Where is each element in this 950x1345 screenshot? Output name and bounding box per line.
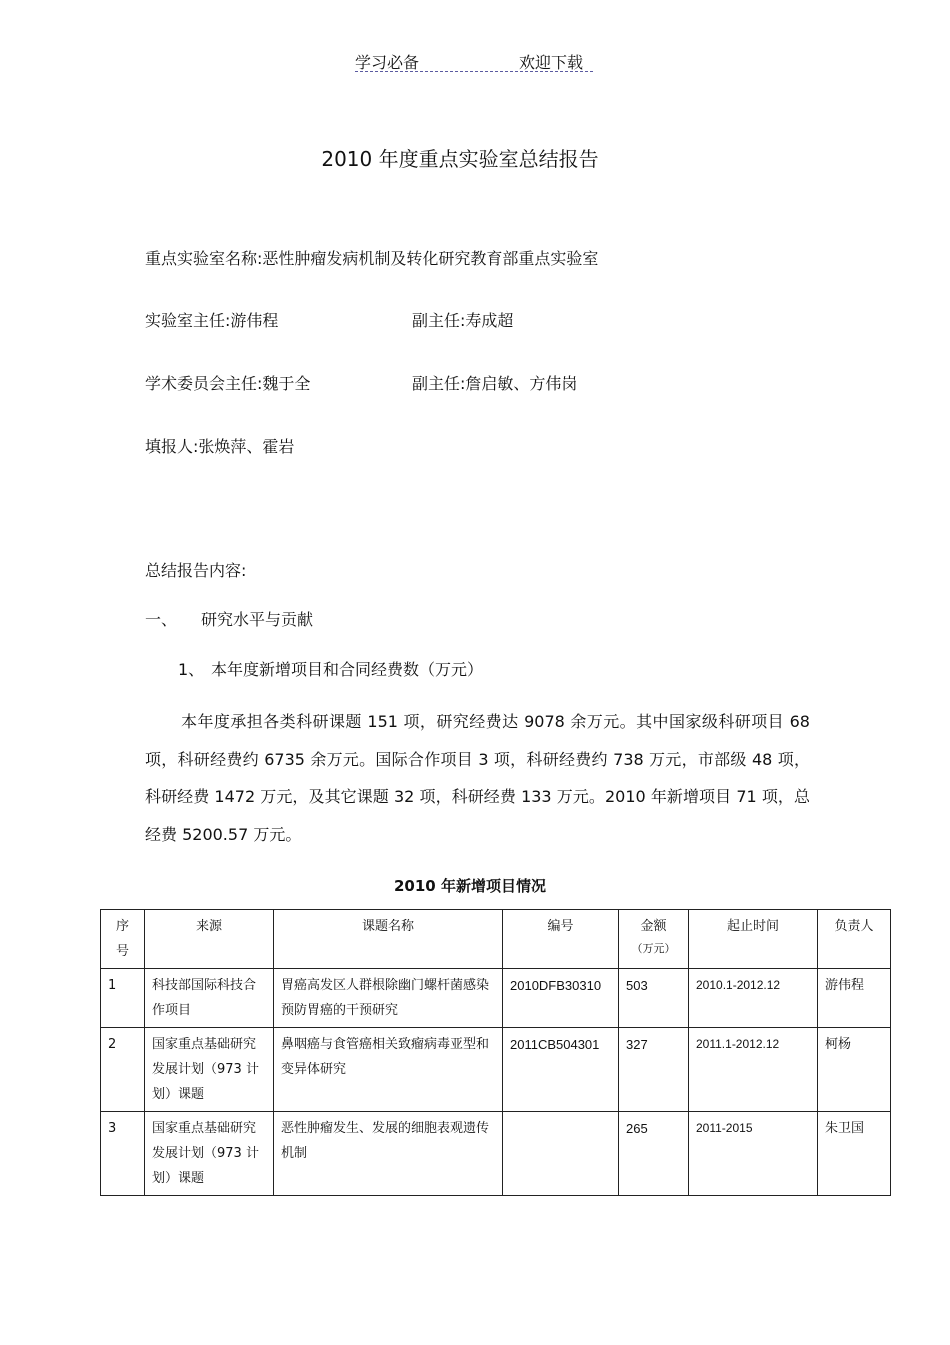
committee-deputy-label: 副主任:	[412, 374, 466, 393]
heading-2: 本年度新增项目和合同经费数（万元）	[211, 660, 484, 679]
deputy-row	[412, 308, 513, 331]
director-value: 游伟程	[230, 311, 279, 330]
reporter-value: 张焕萍、霍岩	[198, 437, 295, 456]
header-left-text: 学习必备	[355, 53, 420, 72]
document-title: 2010 年度重点实验室总结报告	[321, 147, 599, 171]
cell-code	[503, 1112, 619, 1196]
cell-topic: 鼻咽癌与食管癌相关致瘤病毒亚型和变异体研究	[274, 1028, 503, 1112]
heading-2-number: 1、	[178, 660, 205, 679]
cell-leader: 朱卫国	[818, 1112, 891, 1196]
cell-period: 2011-2015	[689, 1112, 818, 1196]
header-right-text: 欢迎下载	[519, 53, 584, 72]
header-amount-label: 金额	[640, 919, 667, 934]
table-header-row	[101, 910, 891, 969]
heading-1: 研究水平与贡献	[201, 610, 314, 629]
committee-deputy-value: 詹启敏、方伟岗	[465, 374, 578, 393]
table-row	[101, 969, 891, 1028]
header-underline	[355, 71, 593, 72]
projects-table	[100, 909, 891, 1196]
cell-no: 2	[101, 1028, 145, 1112]
committee-value: 魏于全	[262, 374, 311, 393]
deputy-label: 副主任:	[412, 311, 466, 330]
heading-1-number: 一、	[145, 610, 178, 629]
header-topic: 课题名称	[274, 910, 503, 969]
director-row	[145, 308, 278, 331]
table-row	[101, 1112, 891, 1196]
summary-paragraph: 本年度承担各类科研课题 151 项，研究经费达 9078 余万元。其中国家级科研项目 68 项，科研经费约 6735 余万元。国际合作项目 3 项，科研经费约 738 万元，市部级 48 项，科研经费 1472 万元，及其它课题 32 项，科研经费 133 万元。2010 年新增项目 71 项，总经费 5200.57 万元。	[145, 712, 810, 844]
cell-no: 1	[101, 969, 145, 1028]
committee-label: 学术委员会主任:	[145, 374, 263, 393]
deputy-value: 寿成超	[465, 311, 514, 330]
lab-name-label: 重点实验室名称:	[145, 249, 263, 268]
reporter-row	[145, 434, 294, 457]
cell-amount: 503	[619, 969, 689, 1028]
header-source: 来源	[145, 910, 274, 969]
cell-period: 2010.1-2012.12	[689, 969, 818, 1028]
committee-deputy-row	[412, 371, 577, 394]
content-label: 总结报告内容:	[145, 561, 247, 580]
cell-leader: 柯杨	[818, 1028, 891, 1112]
lab-name-row	[145, 246, 598, 269]
cell-source: 科技部国际科技合作项目	[145, 969, 274, 1028]
cell-source: 国家重点基础研究发展计划（973 计划）课题	[145, 1028, 274, 1112]
director-label: 实验室主任:	[145, 311, 231, 330]
header-period: 起止时间	[689, 910, 818, 969]
lab-name-value: 恶性肿瘤发病机制及转化研究教育部重点实验室	[262, 249, 599, 268]
reporter-label: 填报人:	[145, 437, 199, 456]
cell-amount: 327	[619, 1028, 689, 1112]
header-no: 序号	[101, 910, 145, 969]
cell-topic: 胃癌高发区人群根除幽门螺杆菌感染预防胃癌的干预研究	[274, 969, 503, 1028]
header-leader: 负责人	[818, 910, 891, 969]
cell-code: 2010DFB30310	[503, 969, 619, 1028]
cell-code: 2011CB504301	[503, 1028, 619, 1112]
header-code: 编号	[503, 910, 619, 969]
cell-period: 2011.1-2012.12	[689, 1028, 818, 1112]
cell-amount: 265	[619, 1112, 689, 1196]
committee-row	[145, 371, 310, 394]
table-title: 2010 年新增项目情况	[394, 877, 546, 895]
cell-topic: 恶性肿瘤发生、发展的细胞表观遗传机制	[274, 1112, 503, 1196]
cell-source: 国家重点基础研究发展计划（973 计划）课题	[145, 1112, 274, 1196]
cell-leader: 游伟程	[818, 969, 891, 1028]
cell-no: 3	[101, 1112, 145, 1196]
header-amount	[619, 910, 689, 969]
header-amount-unit: （万元）	[631, 942, 676, 955]
table-row	[101, 1028, 891, 1112]
